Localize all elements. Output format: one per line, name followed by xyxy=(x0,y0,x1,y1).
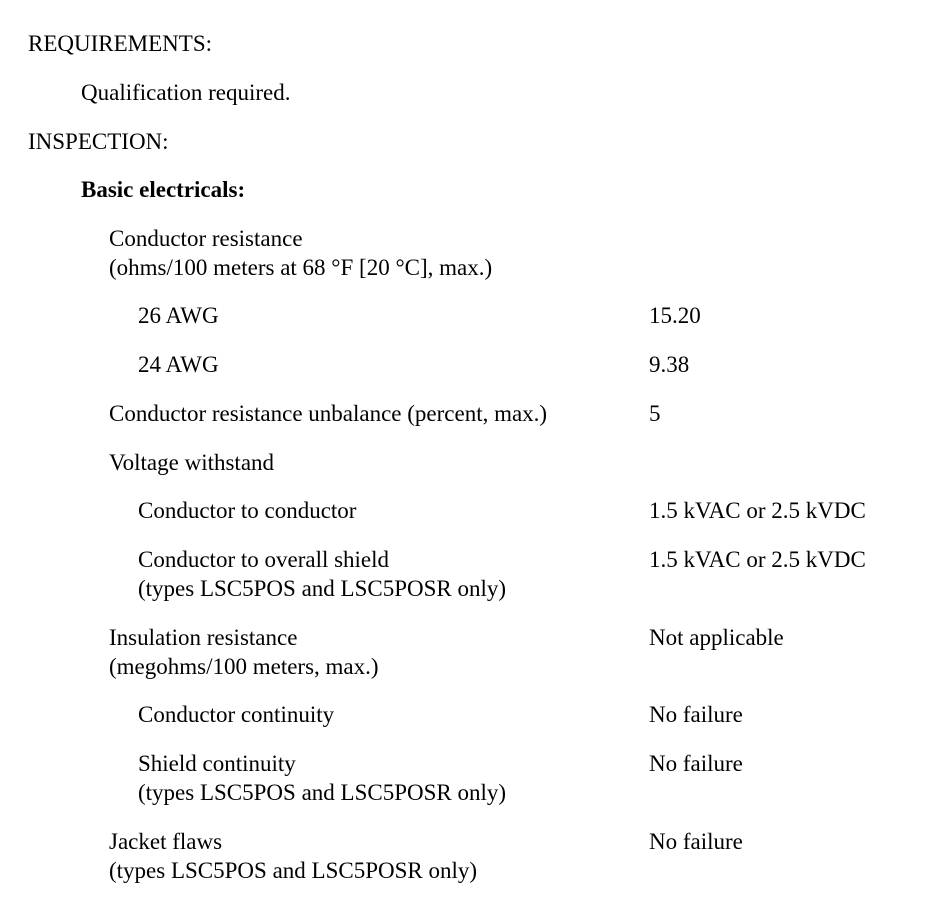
requirements-heading: REQUIREMENTS: xyxy=(28,31,212,56)
insulation-resistance-label: Insulation resistance xyxy=(109,625,298,650)
jacket-flaws-value: No failure xyxy=(649,829,743,854)
awg24-label: 24 AWG xyxy=(138,352,219,377)
awg24-value: 9.38 xyxy=(649,352,690,377)
conductor-resistance-label: Conductor resistance xyxy=(109,226,303,251)
conductor-to-shield-note: (types LSC5POS and LSC5POSR only) xyxy=(138,576,507,601)
shield-continuity-value: No failure xyxy=(649,751,743,776)
conductor-to-shield-label: Conductor to overall shield xyxy=(138,547,390,572)
conductor-to-conductor-label: Conductor to conductor xyxy=(138,498,357,523)
conductor-to-conductor-value: 1.5 kVAC or 2.5 kVDC xyxy=(649,498,866,523)
resistance-unbalance-label: Conductor resistance unbalance (percent, max.) xyxy=(109,401,548,426)
conductor-continuity-label: Conductor continuity xyxy=(138,702,335,727)
jacket-flaws-note: (types LSC5POS and LSC5POSR only) xyxy=(109,858,478,883)
insulation-resistance-units: (megohms/100 meters, max.) xyxy=(109,654,379,679)
basic-electricals-subheading: Basic electricals: xyxy=(81,177,246,202)
voltage-withstand-label: Voltage withstand xyxy=(109,450,275,475)
shield-continuity-label: Shield continuity xyxy=(138,751,296,776)
conductor-continuity-value: No failure xyxy=(649,702,743,727)
jacket-flaws-label: Jacket flaws xyxy=(109,829,223,854)
awg26-value: 15.20 xyxy=(649,303,701,328)
conductor-resistance-units: (ohms/100 meters at 68 °F [20 °C], max.) xyxy=(109,255,493,280)
inspection-heading: INSPECTION: xyxy=(28,129,169,154)
shield-continuity-note: (types LSC5POS and LSC5POSR only) xyxy=(138,780,507,805)
insulation-resistance-value: Not applicable xyxy=(649,625,784,650)
requirements-text: Qualification required. xyxy=(81,80,291,105)
awg26-label: 26 AWG xyxy=(138,303,219,328)
resistance-unbalance-value: 5 xyxy=(649,401,661,426)
conductor-to-shield-value: 1.5 kVAC or 2.5 kVDC xyxy=(649,547,866,572)
